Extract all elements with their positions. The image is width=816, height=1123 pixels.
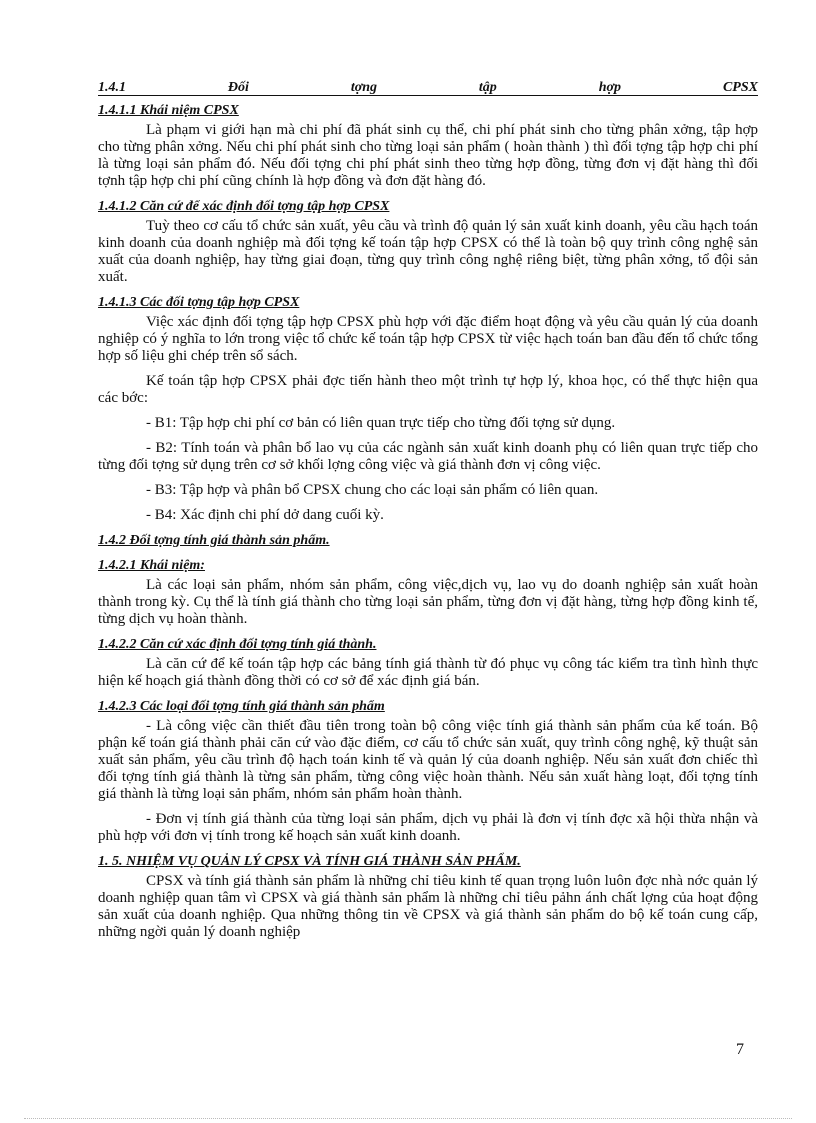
paragraph: CPSX và tính giá thành sản phẩm là những chỉ tiêu kinh tế quan trọng luôn luôn đợc nhà nớc quản lý doanh nghiệp quan tâm vì CPSX và giá thành sản phẩm là những chỉ tiêu pảhn ánh chất lợng của hoạt động sản xuất của doanh nghiệp. Qua những thông tin về CPSX và giá thành sản phẩm do bộ kế toán cung cấp, những ngời quản lý doanh nghiệp xyxy=(98,873,758,940)
page-number: 7 xyxy=(736,1041,744,1058)
heading-1-4-2-3: 1.4.2.3 Các loại đối tợng tính giá thành sản phẩm xyxy=(98,699,385,714)
heading-1-4-2-1: 1.4.2.1 Khái niệm: xyxy=(98,558,205,573)
step-b2: - B2: Tính toán và phân bổ lao vụ của các ngành sản xuất kinh doanh phụ có liên quan trực tiếp cho từng đối tợng sử dụng trên cơ sở khối lợng công việc và giá thành đơn vị công việc. xyxy=(98,440,758,473)
paragraph: Kế toán tập hợp CPSX phải đợc tiến hành theo một trình tự hợp lý, khoa học, có thể thực hiện qua các bớc: xyxy=(98,373,758,406)
paragraph: - Đơn vị tính giá thành của từng loại sản phẩm, dịch vụ phải là đơn vị tính đợc xã hội thừa nhận và phù hợp với đơn vị tính trong kế hoạch sản xuất kinh doanh. xyxy=(98,811,758,844)
paragraph: - Là công việc cần thiết đầu tiên trong toàn bộ công việc tính giá thành sản phẩm của kế toán. Bộ phận kế toán giá thành phải căn cứ vào đặc điểm, cơ cấu tổ chức sản xuất, quy trình công nghệ, kỹ thuật sản xuất sản phẩm, yêu cầu trình độ hạch toán kinh tế và quản lý của doanh nghiệp. Nếu sản xuất đơn chiếc thì đối tợng tính giá thành là từng sản phẩm, từng công việc hoàn thành. Nếu sản xuất hàng loạt, đối tợng tính giá thành là từng loại sản phẩm, nhóm sản phẩm hoàn thành. xyxy=(98,718,758,802)
step-b3: - B3: Tập hợp và phân bổ CPSX chung cho các loại sản phẩm có liên quan. xyxy=(146,482,599,498)
heading-part: Đối xyxy=(227,80,249,95)
heading-part: hợp xyxy=(598,80,622,95)
heading-1-4-2-2: 1.4.2.2 Căn cứ xác định đối tợng tính giá thành. xyxy=(98,637,377,652)
heading-part: tợng xyxy=(350,80,378,95)
paragraph: Tuỳ theo cơ cấu tổ chức sản xuất, yêu cầu và trình độ quản lý sản xuất kinh doanh, yêu cầu hạch toán kinh doanh của doanh nghiệp mà đối tợng kế toán tập hợp CPSX có thể là toàn bộ quy trình công nghệ sản xuất của doanh nghiệp, hay từng giai đoạn, từng quy trình công nghệ riêng biệt, từng phân xởng, tổ đội sản xuất. xyxy=(98,218,758,285)
step-b4: - B4: Xác định chi phí dở dang cuối kỳ. xyxy=(146,507,384,523)
heading-1-5: 1. 5. NHIỆM VỤ QUẢN LÝ CPSX VÀ TÍNH GIÁ THÀNH SẢN PHẨM. xyxy=(98,854,521,869)
page-bottom-divider xyxy=(24,1118,792,1119)
heading-1-4-1-1: 1.4.1.1 Khái niệm CPSX xyxy=(98,103,239,118)
document-body xyxy=(98,80,758,941)
paragraph: Là các loại sản phẩm, nhóm sản phẩm, công việc,dịch vụ, lao vụ do doanh nghiệp sản xuất hoàn thành trong kỳ. Cụ thể là tính giá thành cho từng loại sản phẩm, từng đơn vị đặt hàng, từng hợp đồng kinh tế, từng dịch vụ hoàn thành. xyxy=(98,577,758,627)
heading-part: 1.4.1 xyxy=(98,80,126,95)
heading-1-4-1-2: 1.4.1.2 Căn cứ để xác định đối tợng tập hợp CPSX xyxy=(98,199,390,214)
heading-part: CPSX xyxy=(722,80,758,95)
step-b1: - B1: Tập hợp chi phí cơ bản có liên quan trực tiếp cho từng đối tợng sử dụng. xyxy=(146,415,616,431)
heading-part: tập xyxy=(478,80,497,95)
heading-1-4-1-3: 1.4.1.3 Các đối tợng tập hợp CPSX xyxy=(98,295,300,310)
heading-1-4-2: 1.4.2 Đối tợng tính giá thành sản phẩm. xyxy=(98,533,330,548)
paragraph: Việc xác định đối tợng tập hợp CPSX phù hợp với đặc điểm hoạt động và yêu cầu quản lý của doanh nghiệp có ý nghĩa to lớn trong việc tổ chức kế toán tập hợp CPSX từ việc hạch toán ban đầu đến tổ chức tổng hợp số liệu ghi chép trên sổ sách. xyxy=(98,314,758,364)
paragraph: Là phạm vi giới hạn mà chi phí đã phát sinh cụ thể, chi phí phát sinh cho từng phân xởng, tập hợp cho từng phân xởng. Nếu chi phí phát sinh cho từng loại sản phẩm ( hoàn thành ) thì đối tợng tập hợp chi phí là từng loại sản phẩm đó. Nếu đối tợng chi phí phát sinh theo từng hợp đồng, từng đơn vị đặt hàng thì đối tợnh tập hợp chi phí cũng chính là hợp đồng và đơn đặt hàng đó. xyxy=(98,122,758,189)
paragraph: Là căn cứ để kế toán tập hợp các bảng tính giá thành từ đó phục vụ công tác kiểm tra tình hình thực hiện kế hoạch giá thành đồng thời có cơ sở để xác định giá bán. xyxy=(98,656,758,689)
heading-1-4-1 xyxy=(98,80,758,96)
